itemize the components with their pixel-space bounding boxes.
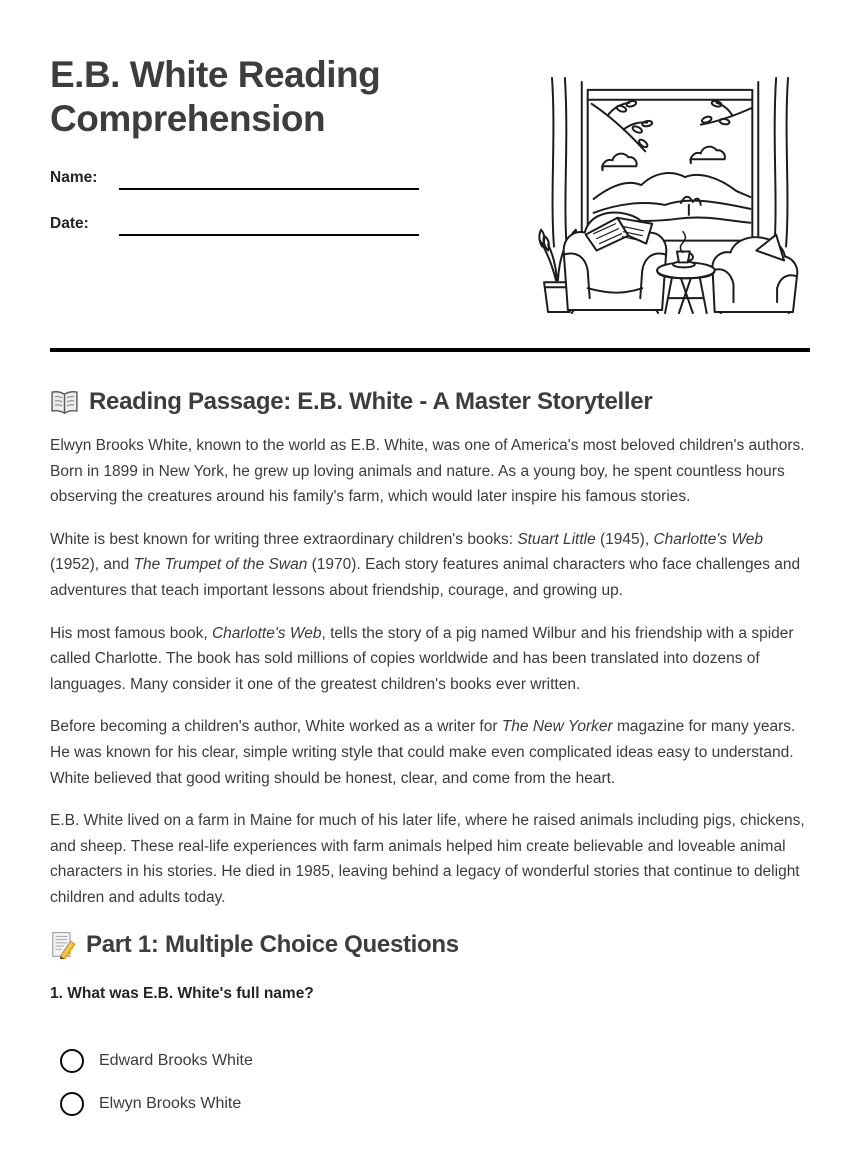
option-1-radio[interactable] xyxy=(60,1049,84,1073)
question-1-label: 1. What was E.B. White's full name? xyxy=(50,984,314,1002)
memo-icon xyxy=(50,931,76,959)
reading-nook-drawing xyxy=(536,76,806,314)
open-book-icon xyxy=(50,389,79,415)
option-2-label: Elwyn Brooks White xyxy=(99,1094,242,1112)
page-title: E.B. White Reading Comprehension xyxy=(50,54,381,139)
passage-paragraph-4: Before becoming a children's author, White worked as a writer for The New Yorker magazine for many years. He was known for his clear, simple writing style that could make even complicated ideas easy to understand. White believed that good writing should be honest, clear, and come from the heart. xyxy=(50,718,796,787)
part1-heading-text: Part 1: Multiple Choice Questions xyxy=(86,930,459,958)
question-1-options xyxy=(50,1049,810,1116)
name-input[interactable] xyxy=(119,168,419,190)
part1-heading xyxy=(50,931,810,959)
date-label: Date: xyxy=(50,215,89,233)
passage-paragraph-3: His most famous book, Charlotte's Web, tells the story of a pig named Wilbur and his friendship with a spider called Charlotte. The book has sold millions of copies worldwide and has been translated into dozens of languages. Many consider it one of the greatest children's books ever written. xyxy=(50,624,794,693)
option-2-radio[interactable] xyxy=(60,1092,84,1116)
passage-heading-text: Reading Passage: E.B. White - A Master Storyteller xyxy=(89,388,653,415)
passage-paragraph-2: White is best known for writing three extraordinary children's books: Stuart Little (1945), Charlotte's Web (1952), and The Trumpet of the Swan (1970). Each story features animal characters who face challenges and adventures that teach important lessons about friendship, courage, and growing up. xyxy=(50,530,801,599)
worksheet-header xyxy=(50,50,810,348)
section-divider xyxy=(50,348,810,352)
name-label: Name: xyxy=(50,169,98,187)
reading-nook-illustration xyxy=(536,76,806,314)
passage-heading xyxy=(50,388,810,416)
date-input[interactable] xyxy=(119,214,419,236)
option-1-label: Edward Brooks White xyxy=(99,1051,253,1069)
option-row-1 xyxy=(60,1049,810,1073)
option-row-2 xyxy=(60,1092,810,1116)
passage-paragraph-1: Elwyn Brooks White, known to the world as E.B. White, was one of America's most beloved children's authors. Born in 1899 in New York, he grew up loving animals and nature. As a young boy, he spent countless hours observing the creatures around his family's farm, which would later inspire his famous stories. xyxy=(50,437,805,506)
passage-paragraph-5: E.B. White lived on a farm in Maine for much of his later life, where he raised animals including pigs, chickens, and sheep. These real-life experiences with farm animals helped him create believable and loveable animal characters in his stories. He died in 1985, leaving behind a legacy of wonderful stories that continue to delight children and adults today. xyxy=(50,812,805,906)
